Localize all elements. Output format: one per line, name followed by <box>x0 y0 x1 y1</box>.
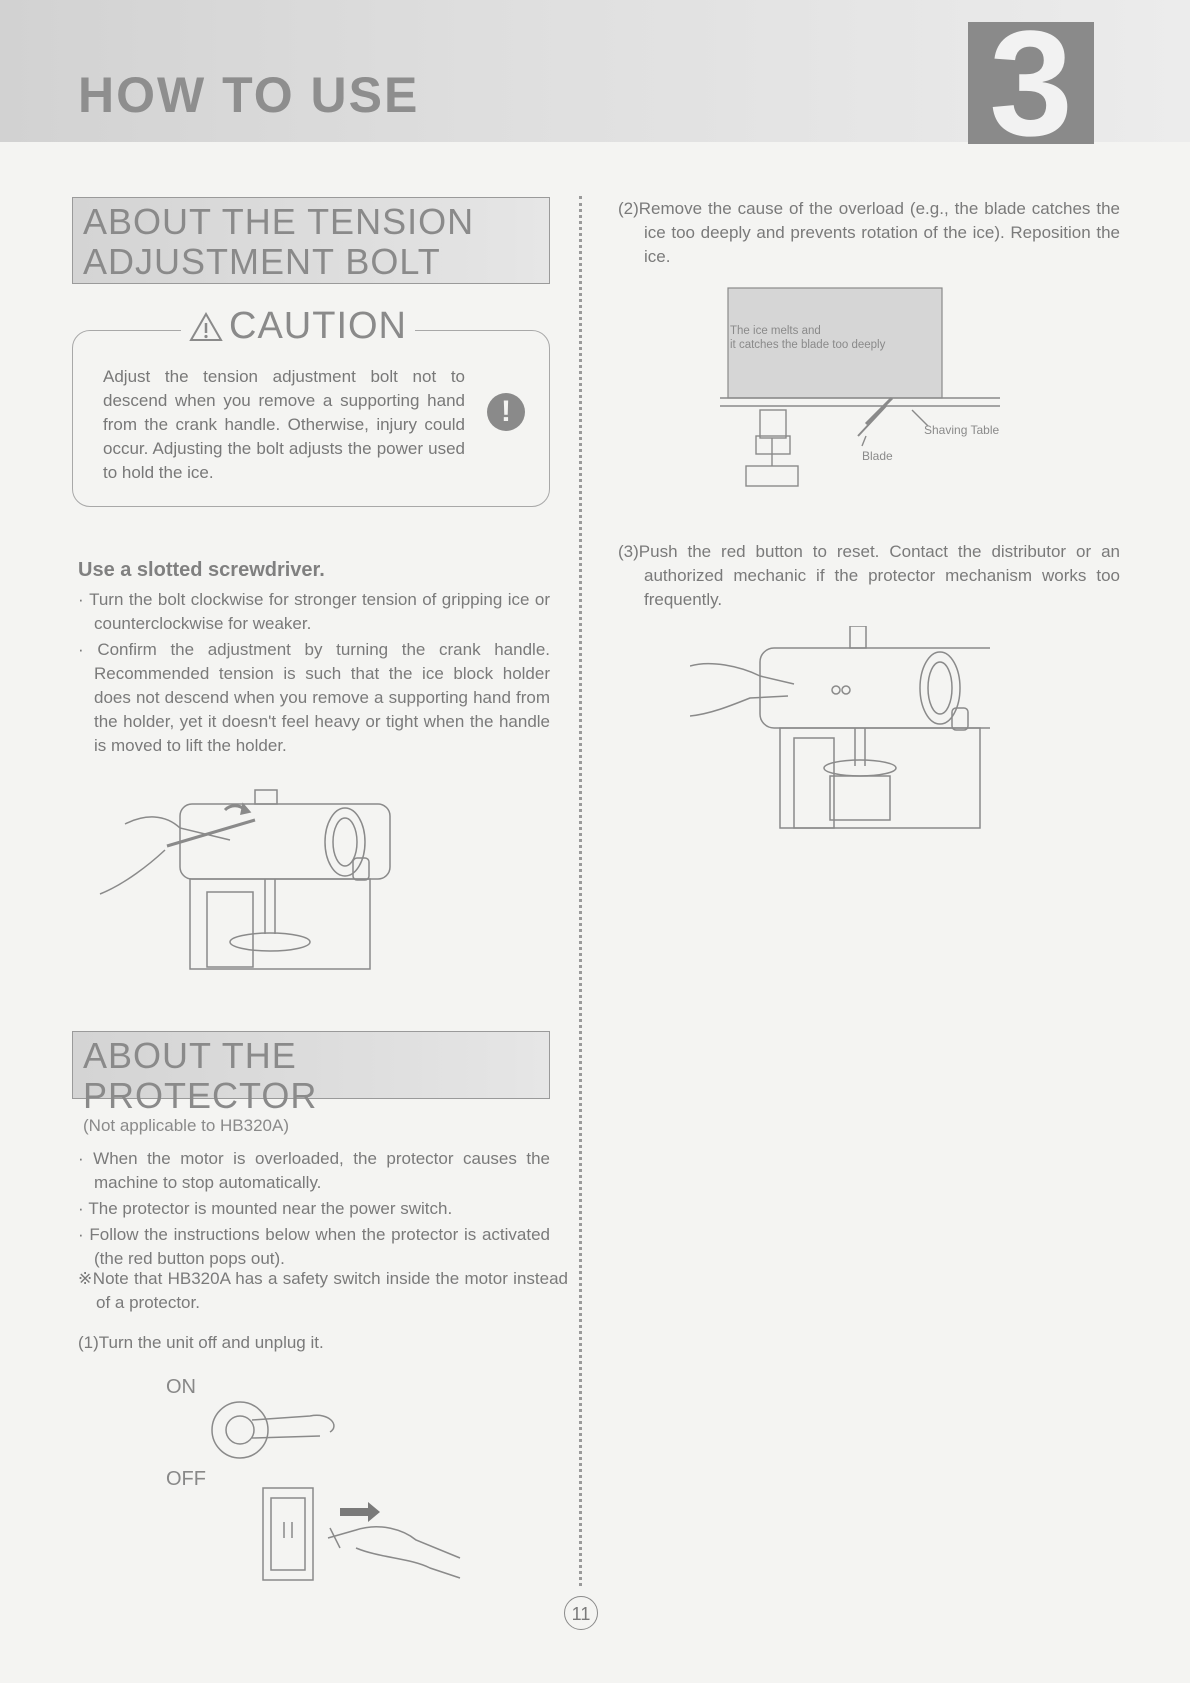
screwdriver-illustration <box>95 784 415 974</box>
caution-text: Adjust the tension adjustment bolt not to descend when you remove a supporting hand from the crank handle. Otherwise, injury could occur. Adjusting the bolt adjusts the power used to hold the ice. <box>103 367 465 482</box>
list-item: · When the motor is overloaded, the protector causes the machine to stop automatically. <box>78 1149 550 1192</box>
tension-heading-line1: ABOUT THE TENSION <box>83 201 475 242</box>
protector-note: ※Note that HB320A has a safety switch inside the motor instead of a protector. <box>78 1269 568 1312</box>
exclamation-icon: ! <box>487 393 525 431</box>
ice-label-line2: it catches the blade too deeply <box>730 339 886 351</box>
list-item: · Turn the bolt clockwise for stronger tension of gripping ice or counterclockwise for weaker. <box>78 590 550 633</box>
protector-section-heading <box>72 1031 550 1135</box>
caution-heading <box>181 305 415 348</box>
list-item: · Confirm the adjustment by turning the crank handle. Recommended tension is such that the ice block holder does not descend when you remove a supporting hand from the holder, yet it doesn't feel heavy or tight when the handle is moved to lift the holder. <box>78 640 550 755</box>
switch-on-label: ON <box>166 1376 196 1398</box>
step-1-text: (1)Turn the unit off and unplug it. <box>78 1333 324 1352</box>
column-divider <box>579 196 582 1586</box>
tension-heading-line2: ADJUSTMENT BOLT <box>83 241 441 282</box>
page-number: 11 <box>564 1596 598 1630</box>
protector-bullet-list <box>78 1147 550 1273</box>
chapter-number: 3 <box>968 22 1094 144</box>
switch-off-label: OFF <box>166 1468 206 1490</box>
protector-heading: ABOUT THE PROTECTOR <box>83 1035 318 1116</box>
unplug-illustration <box>180 1398 480 1588</box>
shaving-table-label: Shaving Table <box>924 423 1000 437</box>
warning-triangle-icon <box>189 312 223 342</box>
blade-diagram <box>716 286 1016 496</box>
protector-subheading: (Not applicable to HB320A) <box>83 1116 290 1135</box>
caution-box <box>72 305 550 507</box>
blade-label: Blade <box>862 449 893 463</box>
list-item: · The protector is mounted near the power switch. <box>78 1199 453 1218</box>
page-title: HOW TO USE <box>78 67 420 123</box>
reset-button-illustration <box>690 626 990 831</box>
step-3-text: (3)Push the red button to reset. Contact the distributor or an authorized mechanic if the protector mechanism works too frequently. <box>618 542 1120 609</box>
list-item: · Follow the instructions below when the protector is activated (the red button pops out). <box>78 1225 550 1268</box>
step-2-text: (2)Remove the cause of the overload (e.g., the blade catches the ice too deeply and prevents rotation of the ice). Reposition the ice. <box>618 199 1120 266</box>
caution-title: CAUTION <box>229 305 407 347</box>
screwdriver-subheading: Use a slotted screwdriver. <box>78 559 325 581</box>
ice-label-line1: The ice melts and <box>730 325 821 337</box>
tension-section-heading <box>72 197 550 284</box>
tension-bullet-list <box>78 588 550 760</box>
